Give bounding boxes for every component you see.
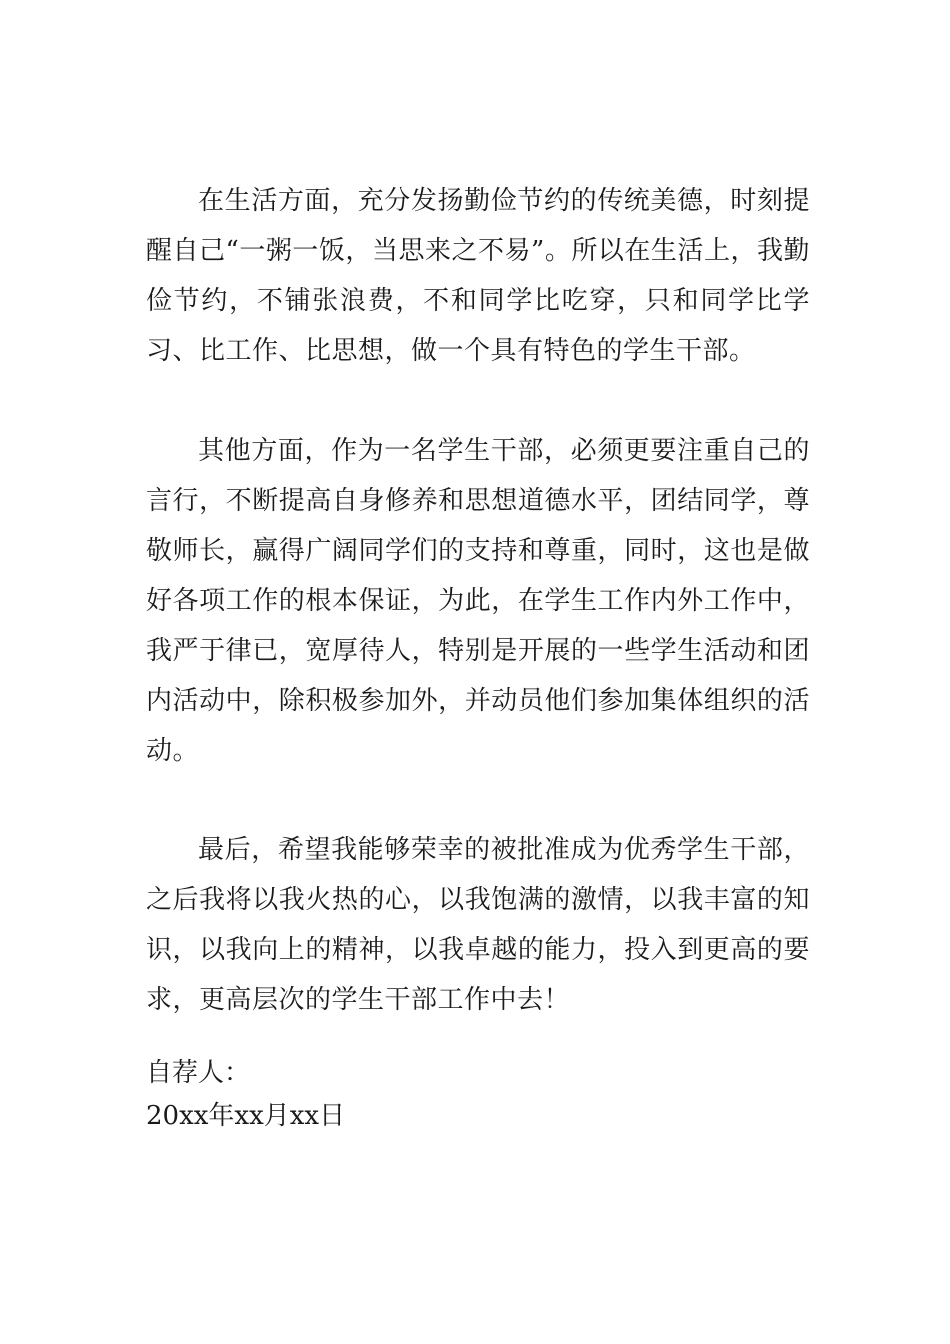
paragraph-closing: 最后，希望我能够荣幸的被批准成为优秀学生干部，之后我将以我火热的心，以我饱满的激情，以我丰富的知识，以我向上的精神，以我卓越的能力，投入到更高的要求，更高层次的学生干部工作中去！	[146, 835, 810, 1015]
paragraph-life: 在生活方面，充分发扬勤俭节约的传统美德，时刻提醒自己“一粥一饭，当思来之不易”。所以在生活上，我勤俭节约，不铺张浪费，不和同学比吃穿，只和同学比学习、比工作、比思想，做一个具有特色的学生干部。	[146, 186, 810, 366]
signature-block	[146, 1052, 810, 1138]
paragraph-other: 其他方面，作为一名学生干部，必须更要注重自己的言行，不断提高自身修养和思想道德水平，团结同学，尊敬师长，赢得广阔同学们的支持和尊重，同时，这也是做好各项工作的根本保证，为此，在学生工作内外工作中，我严于律已，宽厚待人，特别是开展的一些学生活动和团内活动中，除积极参加外，并动员他们参加集体组织的活动。	[146, 436, 810, 766]
signature-date: 20xx年xx月xx日	[146, 1101, 346, 1131]
document-body	[146, 176, 810, 1138]
signature-label: 自荐人：	[146, 1058, 251, 1088]
